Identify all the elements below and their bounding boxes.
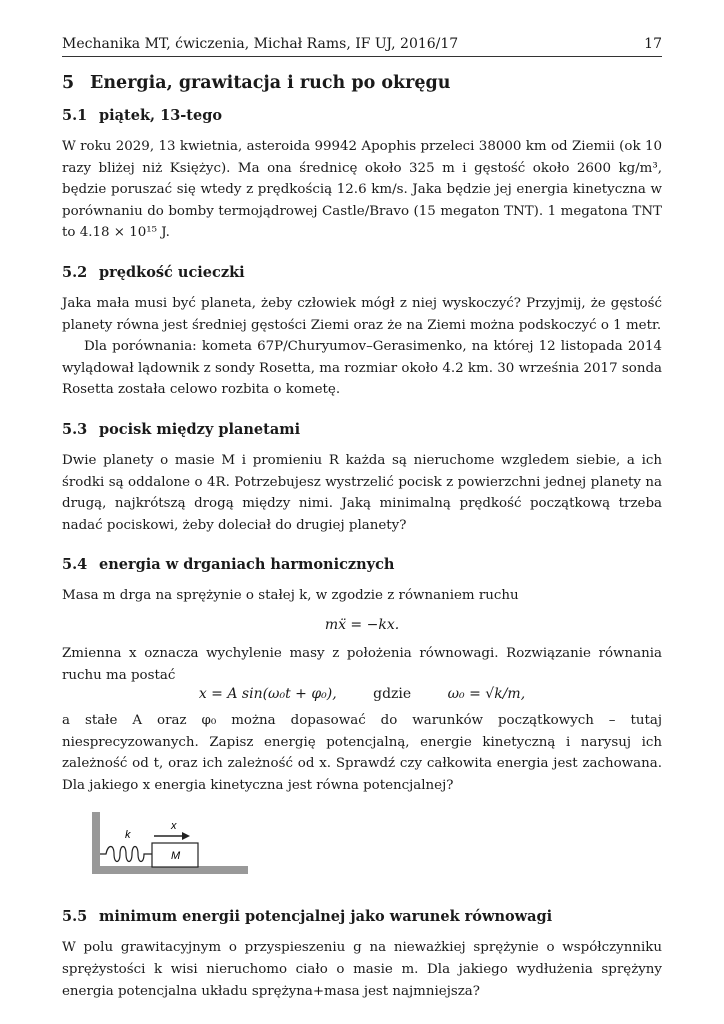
page-number: 17 bbox=[644, 36, 662, 52]
running-header bbox=[62, 36, 662, 57]
chapter-heading bbox=[62, 73, 662, 93]
section-5-5-heading bbox=[62, 908, 662, 925]
paragraph: Masa m drga na sprężynie o stałej k, w zgodzie z równaniem ruchu bbox=[62, 588, 519, 604]
chapter-title: Energia, grawitacja i ruch po okręgu bbox=[90, 73, 451, 93]
equation-part: ω₀ = √k/m, bbox=[447, 686, 526, 703]
chapter-number: 5 bbox=[62, 73, 75, 93]
paragraph: W polu grawitacyjnym o przyspieszeniu g na nieważkiej sprężynie o współczynniku sprężystości k wisi nieruchomo ciało o masie m. Dla jakiego wydłużenia sprężyny energia potencjalna układu sprężyna+masa jest najmniejsza? bbox=[62, 940, 662, 999]
page bbox=[62, 36, 662, 1002]
section-title: piątek, 13-tego bbox=[99, 107, 223, 124]
equation-word: gdzie bbox=[373, 686, 412, 703]
spring-label: k bbox=[125, 829, 131, 842]
header-title: Mechanika MT, ćwiczenia, Michał Rams, IF UJ, 2016/17 bbox=[62, 36, 459, 52]
section-title: energia w drganiach harmonicznych bbox=[99, 556, 395, 574]
section-title: minimum energii potencjalnej jako warunek równowagi bbox=[99, 908, 553, 926]
spring-mass-diagram bbox=[92, 812, 252, 882]
section-5-3-heading bbox=[62, 421, 662, 438]
paragraph: a stałe A oraz φ₀ można dopasować do warunków początkowych – tutaj niesprecyzowanych. Zapisz energię potencjalną, energie kinetyczną i narysuj ich zależność od t, oraz ich zależność od x. Sprawdź czy całkowita energia jest zachowana. Dla jakiego x energia kinetyczna jest równa potencjalnej? bbox=[62, 713, 662, 793]
equation-solution bbox=[62, 686, 662, 702]
mass-label: M bbox=[171, 850, 181, 863]
spring-mass-figure bbox=[92, 812, 252, 882]
displacement-label: x bbox=[171, 820, 177, 833]
section-5-4-heading bbox=[62, 556, 662, 573]
section-5-1-heading bbox=[62, 107, 662, 124]
equation-part: x = A sin(ω₀t + φ₀), bbox=[198, 686, 337, 703]
paragraph: W roku 2029, 13 kwietnia, asteroida 99942 Apophis przeleci 38000 km od Ziemii (ok 10 razy bliżej niż Księżyc). Ma ona średnicę około 325 m i gęstość około 2600 kg/m³, będzie poruszać się wtedy z prędkością 12.6 km/s. Jaka będzie jej energia kinetyczna w porównaniu do bomby termojądrowej Castle/Bravo (15 megaton TNT). 1 megatona TNT to 4.18 × 10¹⁵ J. bbox=[62, 139, 662, 241]
paragraph: Dla porównania: kometa 67P/Churyumov–Gerasimenko, na której 12 listopada 2014 wylądował lądownik z sondy Rosetta, ma rozmiar około 4.2 km. 30 września 2017 sonda Rosetta została celowo rozbita o kometę. bbox=[62, 339, 662, 398]
section-5-2-heading bbox=[62, 264, 662, 281]
section-title: pocisk między planetami bbox=[99, 420, 301, 438]
paragraph: Dwie planety o masie M i promieniu R każda są nieruchome wzgledem siebie, a ich środki są oddalone o 4R. Potrzebujesz wystrzelić pocisk z powierzchni jednej planety na drugą, najkrótszą drogą między nimi. Jaką minimalną prędkość początkową trzeba nadać pociskowi, żeby doleciał do drugiej planety? bbox=[62, 452, 662, 533]
section-number: 5.1 bbox=[62, 107, 88, 124]
section-number: 5.2 bbox=[62, 263, 88, 281]
paragraph: Zmienna x oznacza wychylenie masy z położenia równowagi. Rozwiązanie równania ruchu ma postać bbox=[62, 645, 662, 683]
section-title: prędkość ucieczki bbox=[99, 263, 245, 281]
section-number: 5.3 bbox=[62, 420, 88, 438]
section-number: 5.5 bbox=[62, 908, 88, 926]
paragraph: Jaka mała musi być planeta, żeby człowiek mógł z niej wyskoczyć? Przyjmij, że gęstość planety równa jest średniej gęstości Ziemi oraz że na Ziemi można podskoczyć o 1 metr. bbox=[62, 295, 662, 333]
equation-motion: mẍ = −kx. bbox=[324, 616, 400, 633]
section-number: 5.4 bbox=[62, 556, 88, 574]
